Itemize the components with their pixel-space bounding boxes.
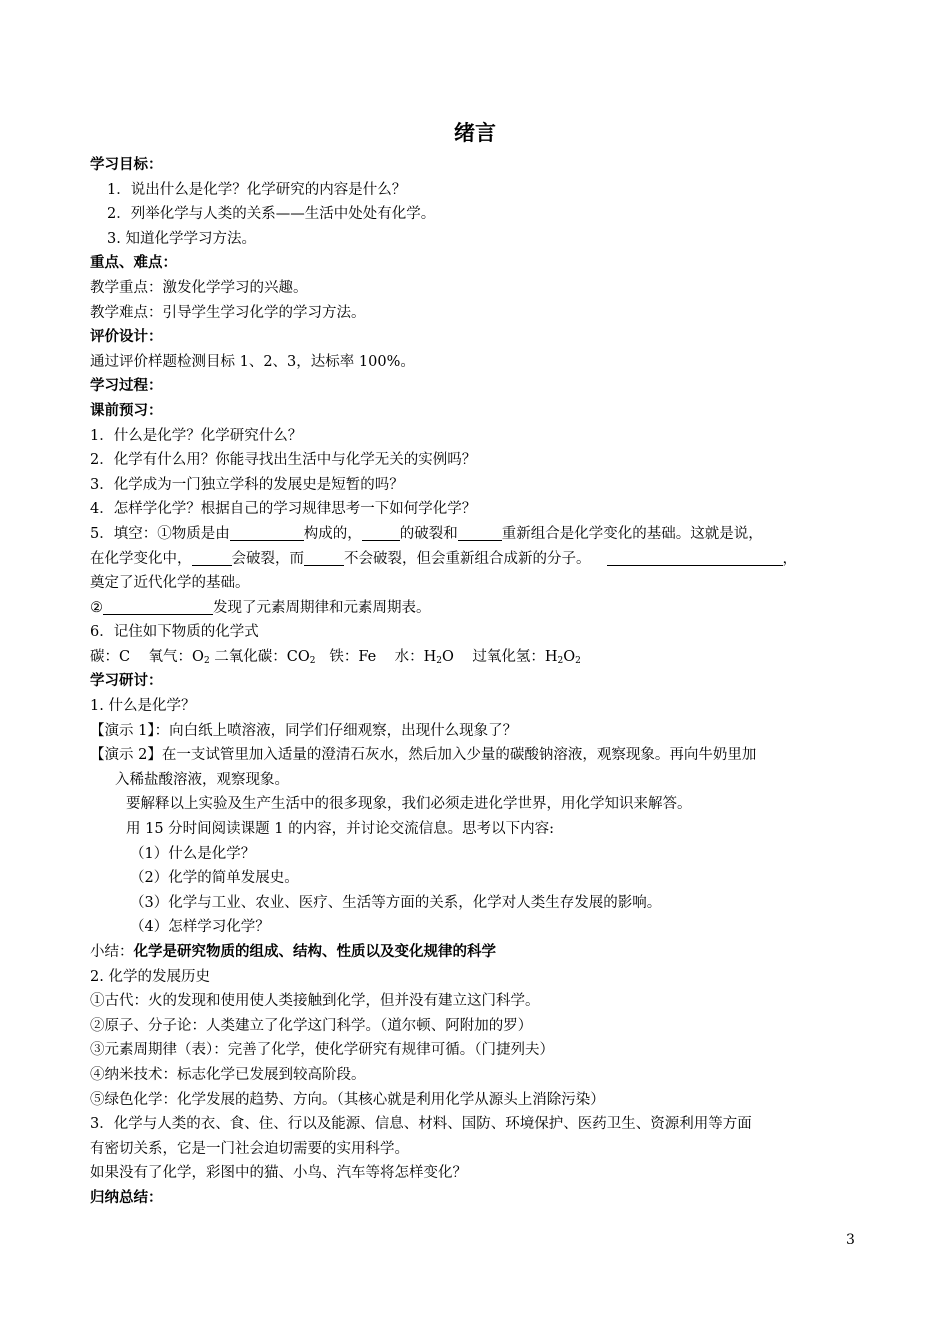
objective-item: 2．列举化学与人类的关系——生活中处处有化学。 (107, 206, 436, 223)
question-text: 如果没有了化学，彩图中的猫、小鸟、汽车等将怎样变化？ (90, 1165, 467, 1182)
history-item: ②原子、分子论：人类建立了化学这门科学。（道尔顿、阿附加的罗） (90, 1017, 533, 1034)
fill-text: 重新组合是化学变化的基础。这就是说， (501, 525, 763, 542)
evaluation-text: 通过评价样题检测目标 1、2、3，达标率 100%。 (90, 353, 415, 370)
formula-hydrogen-peroxide: 过氧化氢：$H_2O_2$ (472, 648, 581, 666)
relation-text: 有密切关系，它是一门社会迫切需要的实用科学。 (90, 1140, 409, 1157)
history-item: ⑤绿色化学：化学发展的趋势、方向。（其核心就是利用化学从源头上消除污染） (90, 1091, 605, 1108)
demo-1: 【演示 1】：向白纸上喷溶液，同学们仔细观察，出现什么现象了？ (90, 722, 518, 739)
fill-text: 发现了元素周期律和元素周期表。 (213, 599, 431, 616)
fill-text: 不会破裂，但会重新组合成新的分子。 (344, 550, 591, 567)
section-heading-conclusion: 归纳总结： (90, 1189, 163, 1206)
formula-water: 水：$H_2O$ (394, 648, 454, 666)
fill-text: 5．填空：①物质是由 (90, 525, 230, 542)
preview-question: 1．什么是化学？化学研究什么？ (90, 427, 303, 444)
difficult-point: 教学难点：引导学生学习化学的学习方法。 (90, 304, 366, 321)
formula-carbon: 碳：C (90, 648, 131, 665)
formula-iron: 铁：Fe (329, 648, 377, 665)
fill-text: 在化学变化中， (90, 550, 192, 567)
formula-list (90, 645, 870, 670)
section-heading-key-points: 重点、难点： (90, 255, 177, 272)
answer-blank[interactable] (304, 549, 344, 566)
key-point: 教学重点：激发化学学习的兴趣。 (90, 279, 308, 296)
document-body (90, 153, 870, 1211)
discussion-item: （3）化学与工业、农业、医疗、生活等方面的关系，化学对人类生存发展的影响。 (130, 894, 662, 911)
study-text: 用 15 分时间阅读课题 1 的内容，并讨论交流信息。思考以下内容: (126, 821, 554, 838)
answer-blank[interactable] (103, 598, 213, 615)
summary-line (90, 940, 870, 965)
summary-label: 小结： (90, 944, 134, 960)
discussion-item: （2）化学的简单发展史。 (130, 870, 299, 887)
formula-co2: 二氧化碳：$CO_2$ (214, 648, 316, 666)
fill-text: 的破裂和 (399, 525, 458, 542)
fill-text: ， (782, 550, 797, 567)
fill-blank-line-3: 奠定了近代化学的基础。 (90, 575, 250, 592)
page-number: 3 (846, 1232, 855, 1248)
section-heading-objectives: 学习目标： (90, 157, 163, 173)
history-item: ④纳米技术：标志化学已发展到较高阶段。 (90, 1066, 366, 1083)
discussion-item: （4）怎样学习化学？ (130, 919, 270, 936)
fill-blank-line-2 (90, 547, 870, 572)
study-question: 1. 什么是化学？ (90, 698, 196, 715)
answer-blank[interactable] (607, 549, 783, 566)
section-heading-preview: 课前预习： (90, 402, 163, 419)
formula-oxygen: 氧气：$O_2$ (148, 648, 210, 666)
answer-blank[interactable] (362, 524, 400, 541)
fill-blank-line-4 (90, 596, 870, 621)
history-item: ①古代：火的发现和使用使人类接触到化学，但并没有建立这门科学。 (90, 993, 540, 1010)
preview-question: 2．化学有什么用？你能寻找出生活中与化学无关的实例吗？ (90, 452, 477, 469)
formula-heading: 6．记住如下物质的化学式 (90, 624, 259, 641)
page-title: 绪言 (454, 121, 496, 145)
fill-text: ② (90, 599, 103, 616)
demo-2-continued: 入稀盐酸溶液，观察现象。 (115, 771, 289, 788)
summary-definition: 化学是研究物质的组成、结构、性质以及变化规律的科学 (133, 944, 496, 960)
objective-item: 3. 知道化学学习方法。 (107, 230, 256, 247)
section-heading-evaluation: 评价设计： (90, 329, 163, 346)
section-heading-process: 学习过程： (90, 378, 163, 395)
preview-question: 3．化学成为一门独立学科的发展史是短暂的吗？ (90, 476, 404, 493)
answer-blank[interactable] (230, 524, 304, 541)
fill-text: 会破裂，而 (231, 550, 304, 567)
study-text: 要解释以上实验及生产生活中的很多现象，我们必须走进化学世界，用化学知识来解答。 (126, 796, 692, 813)
section-heading-study: 学习研讨： (90, 673, 163, 690)
demo-2: 【演示 2】在一支试管里加入适量的澄清石灰水，然后加入少量的碳酸钠溶液，观察现象。再向牛奶里加 (90, 747, 757, 764)
answer-blank[interactable] (192, 549, 232, 566)
discussion-item: （1）什么是化学？ (130, 845, 256, 862)
fill-blank-line-1 (90, 522, 870, 547)
objective-item: 1．说出什么是化学？化学研究的内容是什么？ (107, 181, 407, 198)
history-item: ③元素周期律（表）：完善了化学，使化学研究有规律可循。（门捷列夫） (90, 1042, 554, 1059)
fill-text: 构成的， (303, 525, 362, 542)
preview-question: 4．怎样学化学？根据自己的学习规律思考一下如何学化学？ (90, 501, 477, 518)
relation-text: 3．化学与人类的衣、食、住、行以及能源、信息、材料、国防、环境保护、医药卫生、资源利用等方面 (90, 1116, 752, 1133)
history-heading: 2. 化学的发展历史 (90, 968, 210, 985)
answer-blank[interactable] (458, 524, 502, 541)
